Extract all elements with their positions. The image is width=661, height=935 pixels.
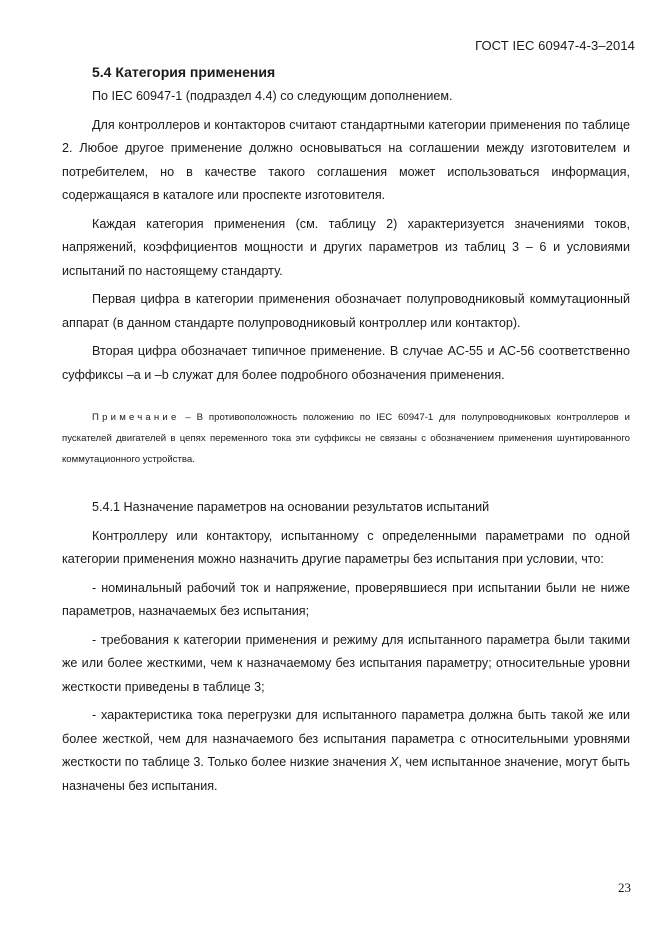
page-number: 23 xyxy=(618,880,631,895)
note-block xyxy=(62,407,630,470)
section-paragraph: По IEC 60947-1 (подраздел 4.4) со следующим дополнением. xyxy=(92,89,453,103)
list-item-text: - характеристика тока перегрузки для испытанного параметра должна быть такой же или более жесткой, чем для назначаемого без испытания параметра с относительными уровнями жесткости по таблице 3. Только более низкие значения xyxy=(62,708,630,769)
section-title: 5.4 Категория применения xyxy=(92,64,276,80)
list-item-text: , чем испытанное значение, могут быть назначены без испытания. xyxy=(62,755,630,793)
section-paragraph: Первая цифра в категории применения обозначает полупроводниковый коммутационный аппарат (в данном стандарте полупроводниковый контроллер или контактор). xyxy=(62,292,630,330)
document-body xyxy=(62,62,630,798)
document-header: ГОСТ IEC 60947-4-3–2014 xyxy=(475,38,635,53)
note-label: Примечание xyxy=(92,412,180,423)
list-item xyxy=(62,704,630,798)
variable-x: X xyxy=(390,755,399,769)
section-paragraph: Каждая категория применения (см. таблицу 2) характеризуется значениями токов, напряжений, коэффициентов мощности и других параметров из таблиц 3 – 6 и условиями испытаний по настоящему стандарту. xyxy=(62,216,630,278)
list-item: - требования к категории применения и режиму для испытанного параметра были такими же или более жесткими, чем к назначаемому без испытания параметру; относительные уровни жесткости приведены в таблице 3; xyxy=(62,632,630,694)
section-paragraph: Вторая цифра обозначает типичное применение. В случае АС-55 и АС-56 соответственно суффиксы –а и –b служат для более подробного обозначения применения. xyxy=(62,344,630,382)
subsection-intro: Контроллеру или контактору, испытанному с определенными параметрами по одной категории применения можно назначить другие параметры без испытания при условии, что: xyxy=(62,528,630,566)
note-text: – В противоположность положению по IEC 60947-1 для полупроводниковых контроллеров и пускателей двигателей в цепях переменного тока эти суффиксы не связаны с обозначением применения шунтированного коммутационного устройства. xyxy=(62,412,630,465)
list-item: - номинальный рабочий ток и напряжение, проверявшиеся при испытании были не ниже параметров, назначаемых без испытания; xyxy=(62,580,630,618)
section-paragraph: Для контроллеров и контакторов считают стандартными категории применения по таблице 2. Любое другое применение должно основываться на соглашении между изготовителем и потребителем, но в качестве такого соглашения может использоваться информация, содержащаяся в каталоге или проспекте изготовителя. xyxy=(62,117,630,202)
subsection-title: 5.4.1 Назначение параметров на основании результатов испытаний xyxy=(92,500,490,514)
